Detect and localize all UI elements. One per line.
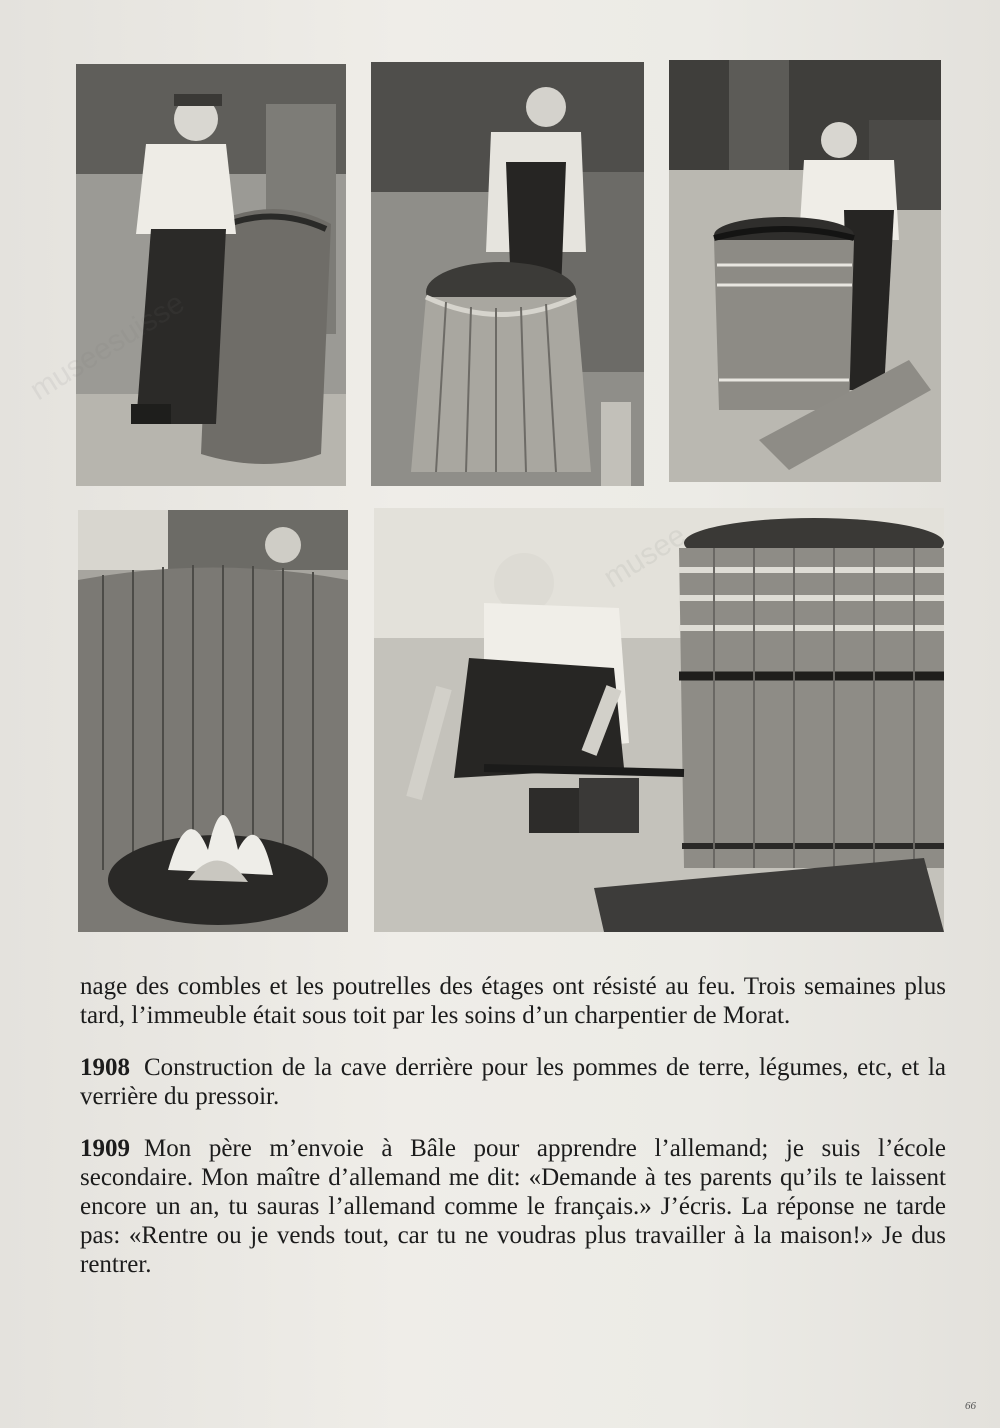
photo-cooper-tightening-vat — [374, 508, 944, 932]
photo-cooper-fitting-hoop-outdoors — [669, 60, 941, 482]
paragraph-1909-text: Mon père m’envoie à Bâle pour apprendre l’allemand; je suis l’école secondaire. Mon maître d’allemand me dit: «Demande à tes parents qu’ils te laissent encore un an, tu sauras l’allemand comme le français.» J’écris. La réponse ne tarde pas: «Rentre ou je vends tout, car tu ne voudras plus travailler à la maison!» Je dus rentrer. — [80, 1135, 946, 1278]
photo-fire-inside-staves — [78, 510, 348, 932]
body-text — [80, 972, 946, 1302]
photo-cooper-hammering-staves — [371, 62, 644, 486]
paragraph-1908 — [80, 1053, 946, 1111]
year-1909: 1909 — [80, 1135, 130, 1162]
photo-cooper-bending-hoop — [76, 64, 346, 486]
paragraph-1909 — [80, 1134, 946, 1279]
page-number: 66 — [965, 1400, 976, 1412]
year-1908: 1908 — [80, 1054, 130, 1081]
paragraph-1908-text: Construction de la cave derrière pour les pommes de terre, légumes, etc, et la verrière du pressoir. — [80, 1054, 946, 1110]
paragraph-fire: nage des combles et les poutrelles des étages ont résisté au feu. Trois semaines plus tard, l’immeuble était sous toit par les soins d’un charpentier de Morat. — [80, 973, 946, 1029]
